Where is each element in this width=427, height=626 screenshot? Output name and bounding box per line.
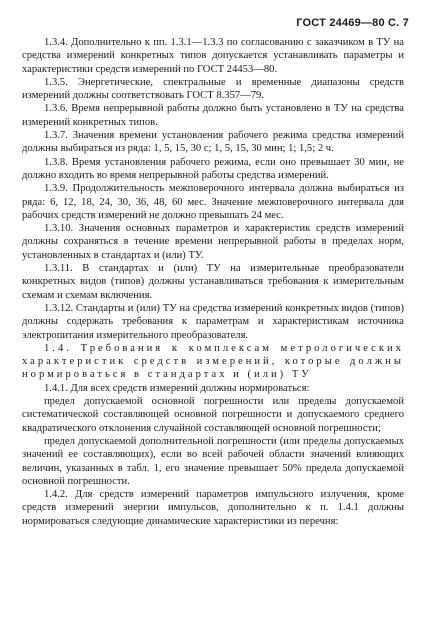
paragraph-1-3-4: 1.3.4. Дополнительно к пп. 1.3.1—1.3.3 по согласованию с заказчиком в ТУ на средства измерений конкретных типов допускается устанавливать параметры и характеристики средств измерений по ГОСТ 24453—80. — [22, 37, 404, 75]
paragraph-additional-error: предел допускаемой дополнительной погрешности (или пределы допускаемых значений ее составляющих), если во всей рабочей области значений влияющих величин, указанных в табл. 1, его значение превышает 50% предела допускаемой основной погрешности. — [22, 435, 404, 487]
page-header: ГОСТ 24469—80 С. 7 — [296, 17, 409, 29]
paragraph-1-3-8: 1.3.8. Время установления рабочего режима, если оно превышает 30 мин, не должно входить во время непрерывной работы средства измерений. — [22, 156, 404, 181]
paragraph-main-error: предел допускаемой основной погрешности или пределы допускаемой систематической составляющей основной погрешности и допускаемого среднего квадратического отклонения случайной составляющей основной погрешности; — [22, 396, 404, 434]
document-body — [22, 36, 404, 528]
paragraph-1-3-6: 1.3.6. Время непрерывной работы должно быть установлено в ТУ на средства измерений конкретных типов. — [22, 103, 404, 128]
section-heading-1-4: 1.4. Требования к комплексам метрологических характеристик средств измерений, которые должны нормироваться в стандартах и (или) ТУ — [22, 342, 404, 381]
paragraph-1-3-10: 1.3.10. Значения основных параметров и характеристик средств измерений должны сохраняться в течение времени непрерывной работы в пределах норм, установленных в стандартах и (или) ТУ. — [22, 223, 404, 261]
paragraph-1-3-11: 1.3.11. В стандартах и (или) ТУ на измерительные преобразователи конкретных видов (типов) должны устанавливаться требования к измерительным схемам и схемам включения. — [22, 263, 404, 301]
paragraph-1-3-12: 1.3.12. Стандарты и (или) ТУ на средства измерений конкретных видов (типов) должны содержать требования к параметрам и характеристикам источника электропитания измерительного преобразователя. — [22, 302, 404, 341]
paragraph-1-3-9: 1.3.9. Продолжительность межповерочного интервала должна выбираться из ряда: 6, 12, 18, 24, 30, 36, 48, 60 мес. Значение межповерочного интервала для рабочих средств измерений не должно превышать 24 мес. — [22, 183, 404, 221]
paragraph-1-4-1: 1.4.1. Для всех средств измерений должны нормироваться: — [44, 382, 310, 394]
paragraph-1-4-2: 1.4.2. Для средств измерений параметров импульсного излучения, кроме средств измерений энергии импульсов, дополнительно к п. 1.4.1 должны нормироваться следующие динамические характеристики из перечня: — [22, 489, 404, 527]
paragraph-1-3-5: 1.3.5. Энергетические, спектральные и временные диапазоны средств измерений должны соответствовать ГОСТ 8.357—79. — [22, 76, 404, 102]
paragraph-1-3-7: 1.3.7. Значения времени установления рабочего режима средства измерений должны выбираться из ряда: 1, 5, 15, 30 с; 1, 5, 15, 30 мин; 1; 1,5; 2 ч. — [22, 130, 404, 155]
